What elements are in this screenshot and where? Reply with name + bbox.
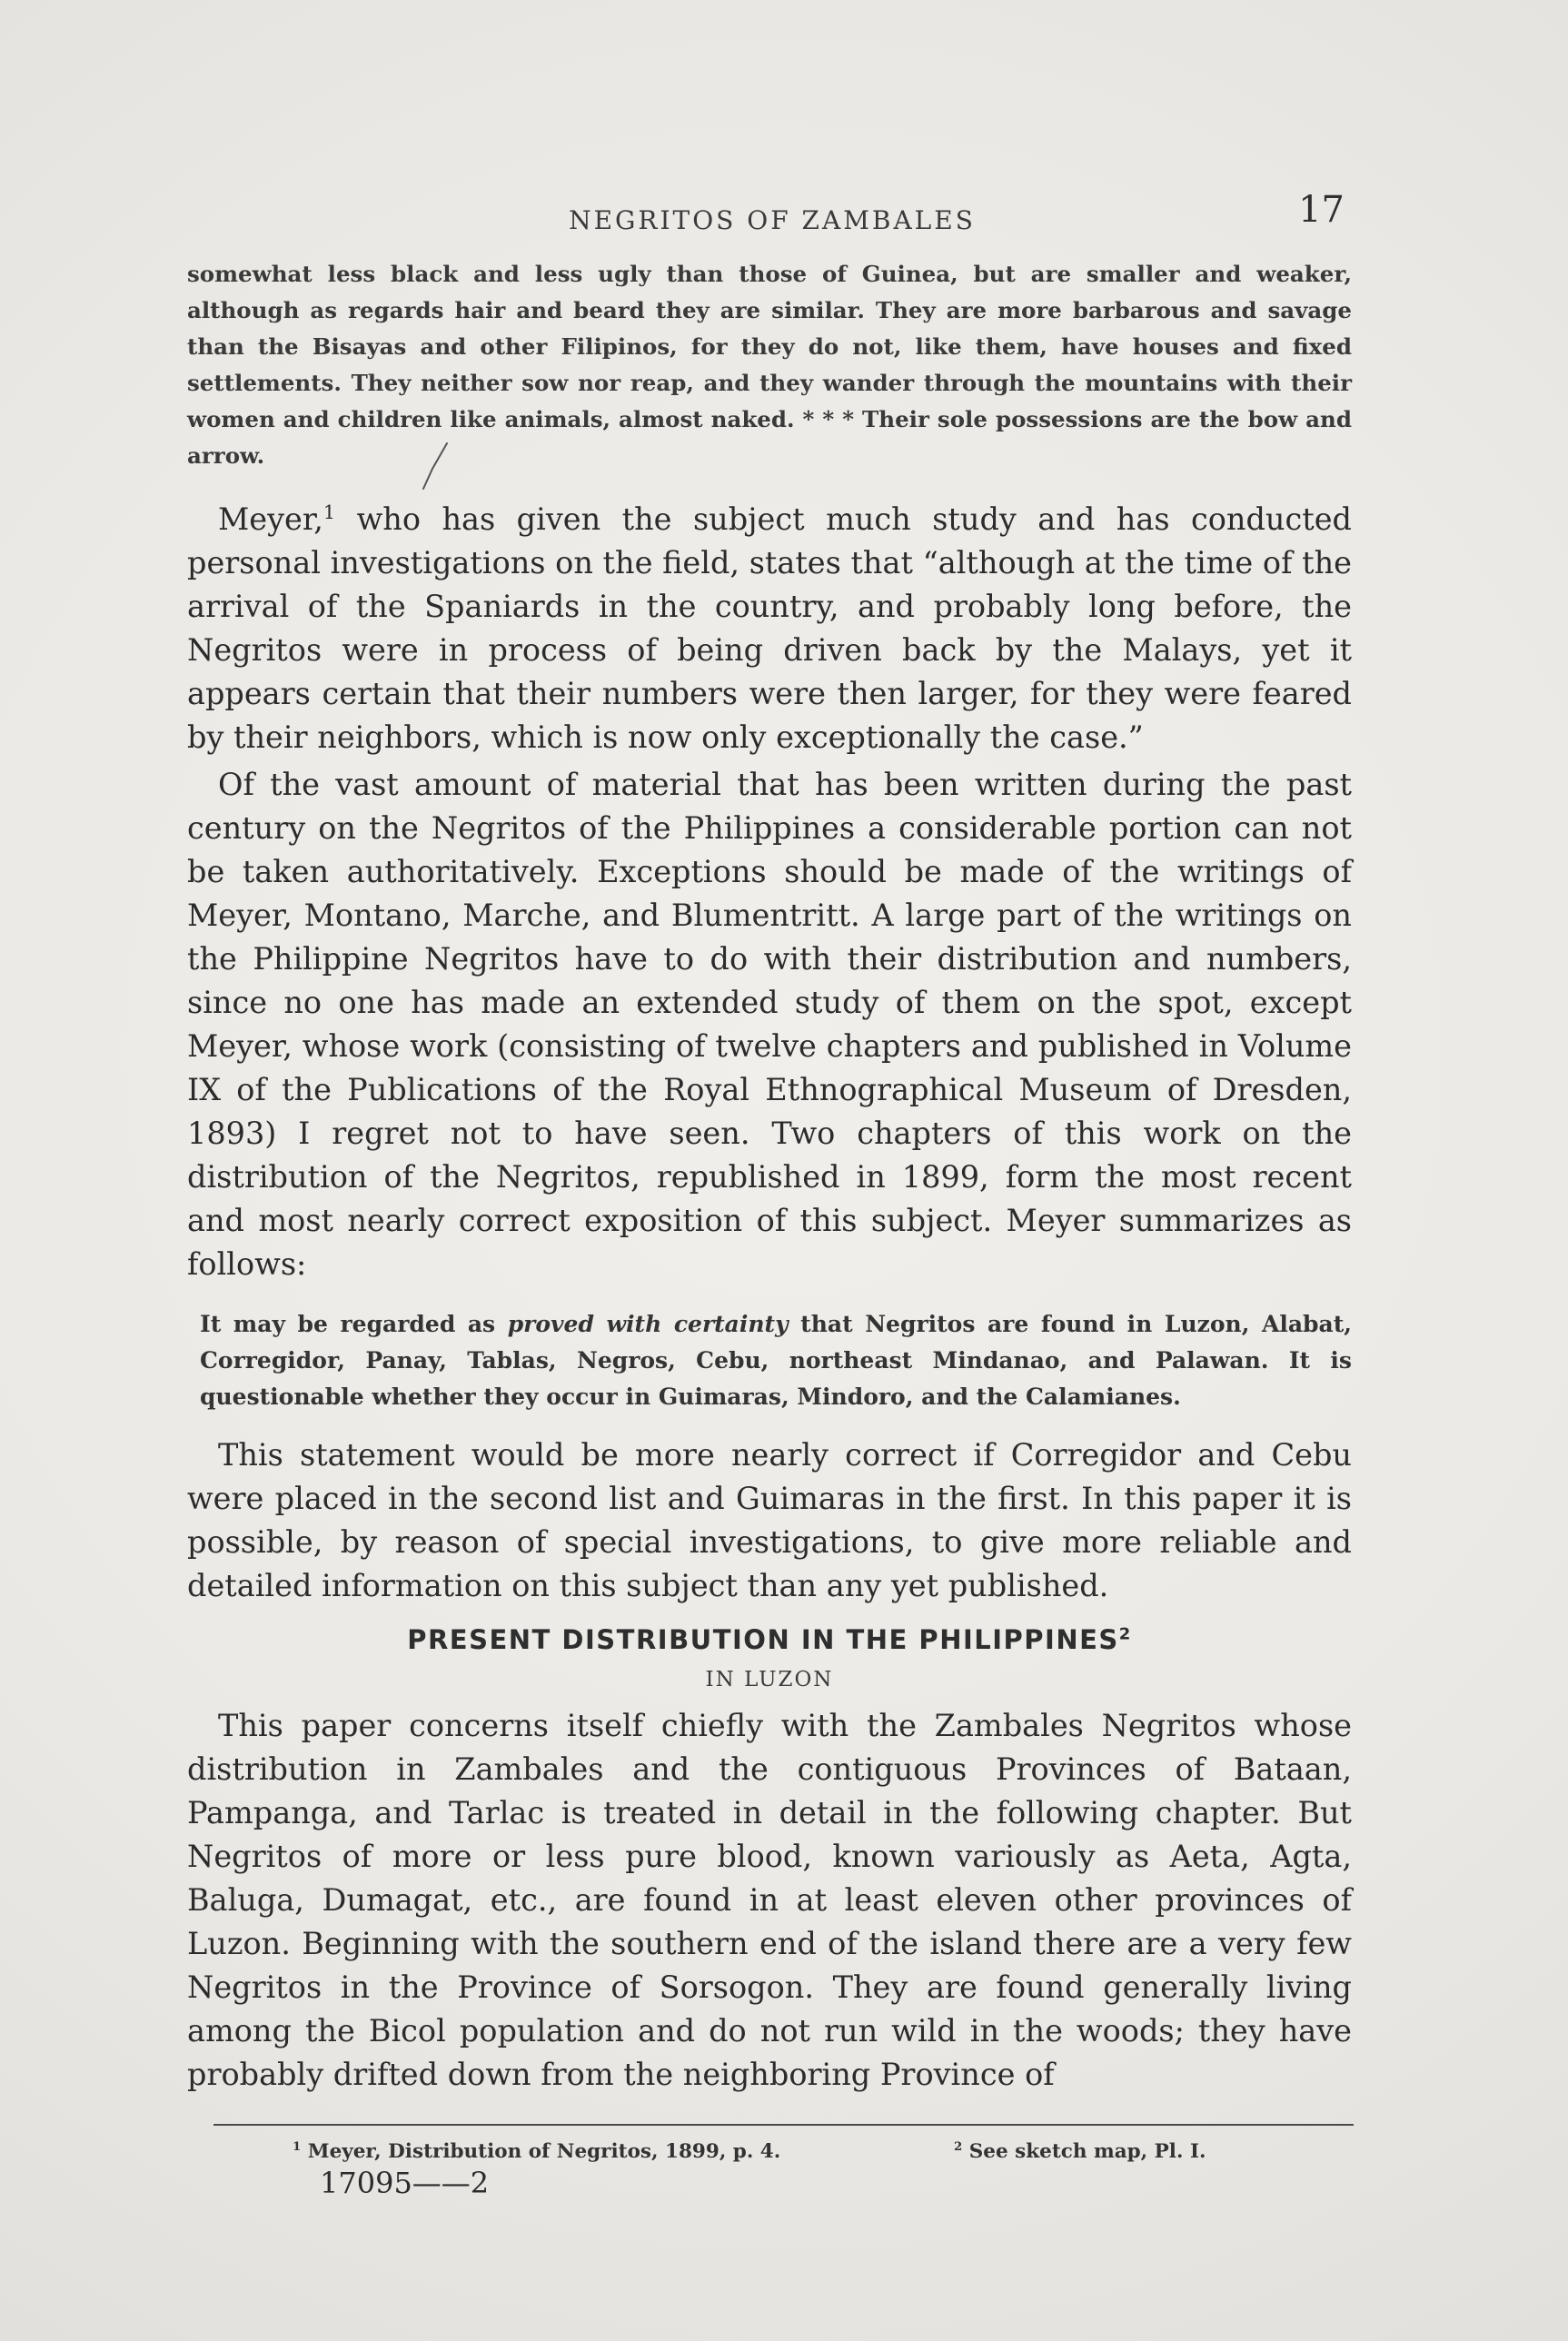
- signature-mark: 17095——2: [320, 2166, 490, 2200]
- footnote-1: [293, 2140, 780, 2163]
- footnote-ref-1: 1: [323, 501, 336, 523]
- quote-block-2-emphasis: proved with certainty: [507, 1311, 789, 1337]
- quote-block-2-after: that Negritos are found in Luzon, Alabat, Corregidor, Panay, Tablas, Negros, Cebu, northeast Mindanao, and Palawan. It is questionable whether they occur in Guimaras, Mindoro, and the Calamianes.: [200, 1311, 1352, 1410]
- paragraph-3: This statement would be more nearly correct if Corregidor and Cebu were placed in the second list and Guimaras in the first. In this paper it is possible, by reason of special investigations, to give more reliable and detailed information on this subject than any yet published.: [187, 1437, 1352, 1603]
- footnote-ref-2: 2: [1118, 1624, 1132, 1644]
- footnote-divider: [213, 2124, 1354, 2126]
- section-heading: [187, 1624, 1352, 1655]
- footnote-2: [954, 2140, 1206, 2163]
- footnote-1-text: Meyer, Distribution of Negritos, 1899, p. 4.: [301, 2140, 781, 2163]
- footnote-1-mark: 1: [293, 2138, 302, 2154]
- quote-block-2: [200, 1306, 1352, 1415]
- running-head: [200, 189, 1345, 243]
- paragraph-2: Of the vast amount of material that has been written during the past century on the Negritos of the Philippines a considerable portion can not be taken authoritatively. Exceptions should be made of the writings of Meyer, Montano, Marche, and Blumentritt. A large part of the writings on the Philippine Negritos have to do with their distribution and numbers, since no one has made an extended study of them on the spot, except Meyer, whose work (consisting of twelve chapters and published in Volume IX of the Publications of the Royal Ethnographical Museum of Dresden, 1893) I regret not to have seen. Two chapters of this work on the distribution of the Negritos, republished in 1899, form the most recent and most nearly correct exposition of this subject. Meyer summarizes as follows:: [187, 767, 1352, 1282]
- paragraph-1-lead: Meyer,: [218, 501, 323, 537]
- paragraph-4: This paper concerns itself chiefly with the Zambales Negritos whose distribution in Zambales and the contiguous Provinces of Bataan, Pampanga, and Tarlac is treated in detail in the following chapter. But Negritos of more or less pure blood, known variously as Aeta, Agta, Baluga, Dumagat, etc., are found in at least eleven other provinces of Luzon. Beginning with the southern end of the island there are a very few Negritos in the Province of Sorsogon. They are found generally living among the Bicol population and do not run wild in the woods; they have probably drifted down from the neighboring Province of: [187, 1708, 1352, 2092]
- running-title: NEGRITOS OF ZAMBALES: [569, 205, 976, 235]
- page-number: 17: [1298, 189, 1345, 231]
- page-content: [187, 256, 1352, 2097]
- section-heading-text: PRESENT DISTRIBUTION IN THE PHILIPPINES: [407, 1624, 1119, 1655]
- sub-heading: IN LUZON: [705, 1668, 834, 1691]
- quote-block-1: somewhat less black and less ugly than those of Guinea, but are smaller and weaker, although as regards hair and beard they are similar. They are more barbarous and savage than the Bisayas and other Filipinos, for they do not, like them, have houses and fixed settlements. They neither sow nor reap, and they wander through the mountains with their women and children like animals, almost naked. * * * Their sole possessions are the bow and arrow.: [187, 261, 1352, 469]
- quote-block-2-before: It may be regarded as: [200, 1311, 508, 1337]
- footnote-2-text: See sketch map, Pl. I.: [962, 2140, 1206, 2163]
- paragraph-1-text: who has given the subject much study and has conducted personal investigations on the field, states that “although at the time of the arrival of the Spaniards in the country, and probably long before, the Negritos were in process of being driven back by the Malays, yet it appears certain that their numbers were then larger, for they were feared by their neighbors, which is now only exceptionally the case.”: [187, 501, 1352, 755]
- footnote-2-mark: 2: [954, 2138, 963, 2154]
- paragraph-1: [187, 498, 1352, 759]
- pencil-mark-icon: [420, 438, 456, 492]
